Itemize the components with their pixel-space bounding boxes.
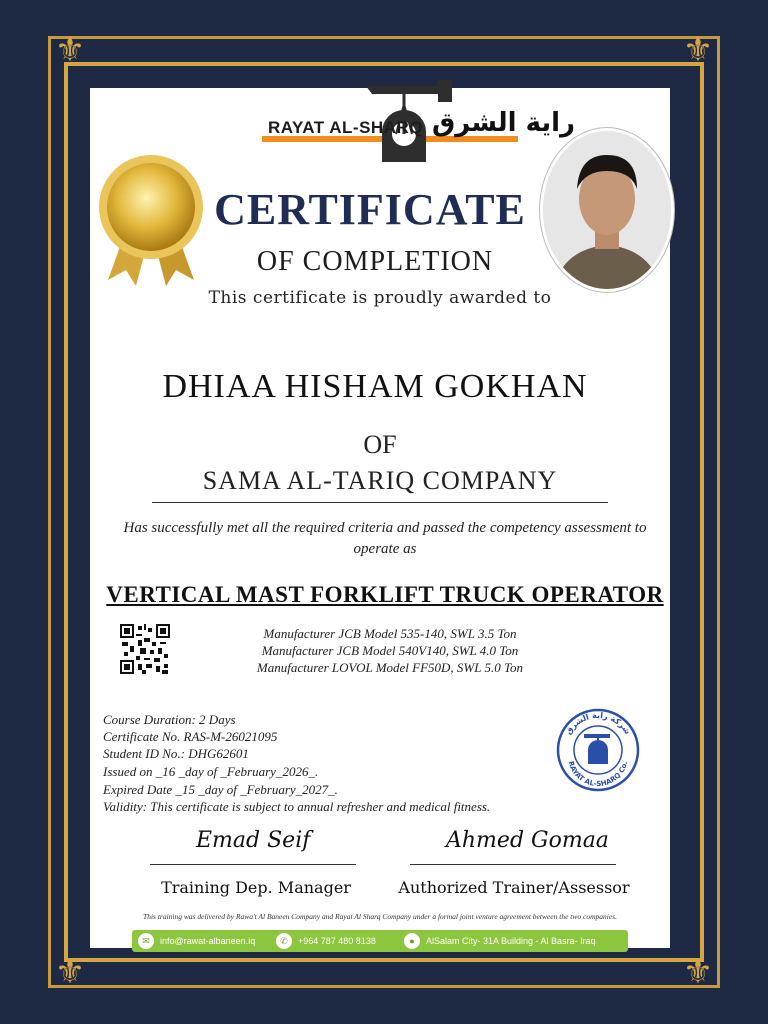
logo-text-ar: راية الشرق — [432, 108, 576, 138]
email-icon: ✉ — [138, 933, 154, 949]
certificate-number: Certificate No. RAS-M-26021095 — [103, 729, 278, 744]
contact-bar — [132, 930, 628, 952]
recipient-name: DHIAA HISHAM GOKHAN — [162, 368, 588, 405]
certificate-title: CERTIFICATE — [214, 185, 526, 234]
of-label: OF — [363, 430, 397, 459]
competency-statement: Has successfully met all the required criteria and passed the competency assessment to operate as — [123, 520, 647, 557]
signature-left: Emad Seif — [196, 828, 311, 853]
fleur-de-lis-icon: ⚜ — [682, 952, 714, 992]
operator-role: VERTICAL MAST FORKLIFT TRUCK OPERATOR — [106, 582, 664, 607]
contact-address: AlSalam City- 31A Building - Al Basra- Iraq — [426, 936, 596, 946]
equipment-line: Manufacturer LOVOL Model FF50D, SWL 5.0 Ton — [256, 660, 524, 675]
course-duration: Course Duration: 2 Days — [103, 712, 236, 727]
certificate-subtitle: OF COMPLETION — [256, 246, 494, 277]
contact-email[interactable]: info@rawat-albaneen.iq — [160, 936, 256, 946]
company-name: SAMA AL-TARIQ COMPANY — [202, 466, 558, 495]
qr-code — [120, 624, 170, 674]
fleur-de-lis-icon: ⚜ — [54, 952, 86, 992]
recipient-photo — [540, 128, 674, 292]
fleur-de-lis-icon: ⚜ — [54, 30, 86, 70]
joint-venture-note: This training was delivered by Rawa't Al Baneen Company and Rayat Al Sharq Company under a formal joint venture agreement between the two companies. — [143, 912, 617, 921]
awarded-text: This certificate is proudly awarded to — [208, 288, 552, 308]
equipment-line: Manufacturer JCB Model 535-140, SWL 3.5 Ton — [263, 626, 517, 641]
signer-title-right: Authorized Trainer/Assessor — [398, 878, 630, 897]
location-pin-icon: ● — [404, 933, 420, 949]
svg-text:شركة راية الشرق: شركة راية الشرق — [563, 710, 633, 737]
phone-icon: ✆ — [276, 933, 292, 949]
fleur-de-lis-icon: ⚜ — [682, 30, 714, 70]
company-stamp — [556, 708, 640, 792]
logo-text-en: RAYAT AL-SHARQ — [268, 118, 423, 137]
divider — [152, 502, 608, 503]
equipment-line: Manufacturer JCB Model 540V140, SWL 4.0 Ton — [261, 643, 519, 658]
validity-note: Validity: This certificate is subject to annual refresher and medical fitness. — [103, 799, 491, 814]
gold-medal-icon — [96, 152, 206, 287]
signature-line — [150, 864, 356, 865]
signer-title-left: Training Dep. Manager — [161, 878, 351, 897]
contact-phone[interactable]: +964 787 480 8138 — [298, 936, 376, 946]
signature-right: Ahmed Gomaa — [446, 828, 609, 853]
student-id: Student ID No.: DHG62601 — [103, 746, 249, 761]
svg-text:RAYAT AL-SHARQ Co.: RAYAT AL-SHARQ Co. — [566, 760, 630, 789]
expiry-date: Expired Date _15 _day of _February_2027_. — [103, 782, 338, 797]
signature-line — [410, 864, 616, 865]
issued-date: Issued on _16 _day of _February_2026_. — [103, 764, 319, 779]
